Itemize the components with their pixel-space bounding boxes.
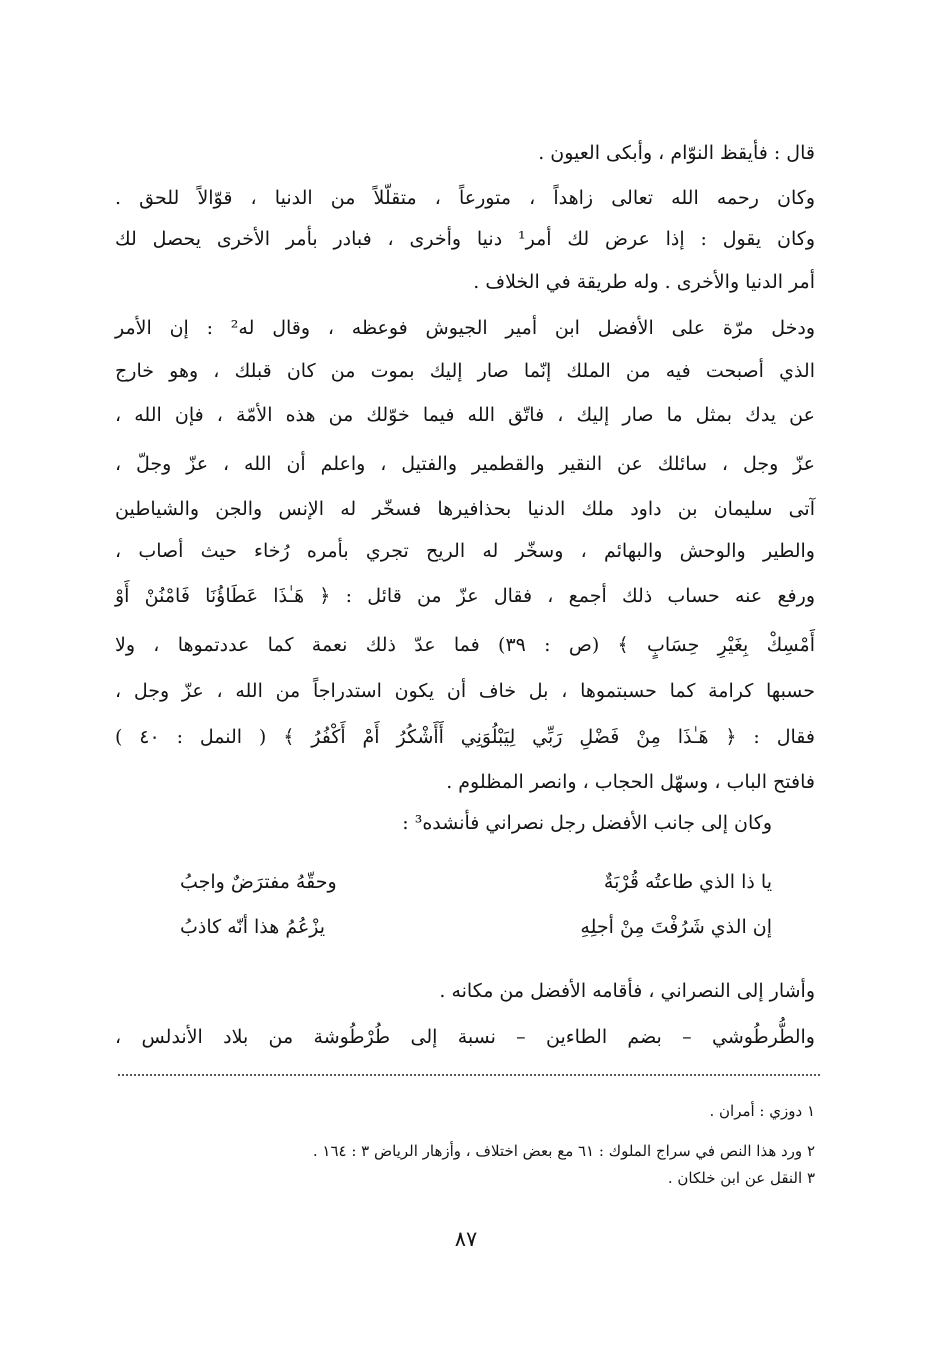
text-line: عن يدك بمثل ما صار إليك ، فاتّق الله فيما خوّلك من هذه الأمّة ، فإن الله ، — [115, 404, 815, 426]
text-line: أمر الدنيا والأخرى . وله طريقة في الخلاف . — [473, 271, 815, 293]
text-line: عزّ وجل ، سائلك عن النقير والقطمير والفتيل ، واعلم أن الله ، عزّ وجلّ ، — [115, 453, 815, 475]
text-line: آتى سليمان بن داود ملك الدنيا بحذافيرها فسخّر له الإنس والجن والشياطين — [115, 498, 815, 520]
text-line: وكان رحمه الله تعالى زاهداً ، متورعاً ، متقلّلاً من الدنيا ، قوّالاً للحق . — [115, 187, 815, 209]
text-line: ورفع عنه حساب ذلك أجمع ، فقال عزّ من قائل : ﴿ هَـٰذَا عَطَاؤُنَا فَامْنُنْ أَوْ — [115, 585, 815, 607]
poem-verse-2-first-hemistich: إن الذي شَرُفْتَ مِنْ أجلِهِ — [580, 916, 772, 938]
text-line: فافتح الباب ، وسهّل الحجاب ، وانصر المظلوم . — [446, 771, 815, 793]
text-line: والطير والوحش والبهائم ، وسخّر له الريح تجري بأمره رُخاء حيث أصاب ، — [115, 540, 815, 562]
page-number: ٨٧ — [454, 1227, 478, 1251]
text-line: حسبها كرامة كما حسبتموها ، بل خاف أن يكون استدراجاً من الله ، عزّ وجل ، — [115, 680, 815, 702]
footnote-divider — [118, 1074, 820, 1076]
text-line: فقال : ﴿ هَـٰذَا مِنْ فَضْلِ رَبِّي لِيَبْلُوَنِي أَأَشْكُرُ أَمْ أَكْفُرُ ﴾ ( النمل : ٤٠ ) — [115, 726, 815, 748]
text-line: وكان إلى جانب الأفضل رجل نصراني فأنشده³ : — [402, 812, 772, 834]
poem-verse-2-second-hemistich: يزْعُمُ هذا أنّه كاذبُ — [180, 916, 326, 938]
footnote: ٣ النقل عن ابن خلكان . — [667, 1169, 815, 1187]
text-line: والطُّرطُوشي – بضم الطاءين – نسبة إلى طُرْطُوشة من بلاد الأندلس ، — [115, 1026, 815, 1048]
footnote: ١ دوزي : أمران . — [709, 1102, 815, 1120]
text-line: وكان يقول : إذا عرض لك أمر¹ دنيا وأخرى ، فبادر بأمر الأخرى يحصل لك — [115, 228, 815, 250]
text-line: قال : فأيقظ النوّام ، وأبكى العيون . — [538, 142, 815, 164]
poem-verse-1-first-hemistich: يا ذا الذي طاعتُه قُرْبَةٌ — [603, 871, 772, 893]
text-line: أَمْسِكْ بِغَيْرِ حِسَابٍ ﴾ (ص : ٣٩) فما عدّ ذلك نعمة كما عددتموها ، ولا — [115, 634, 815, 656]
text-line: وأشار إلى النصراني ، فأقامه الأفضل من مكانه . — [439, 980, 815, 1002]
text-line: الذي أصبحت فيه من الملك إنّما صار إليك بموت من كان قبلك ، وهو خارج — [115, 360, 815, 382]
poem-verse-1-second-hemistich: وحقّهُ مفترَضٌ واجبُ — [180, 871, 337, 893]
text-line: ودخل مرّة على الأفضل ابن أمير الجيوش فوعظه ، وقال له² : إن الأمر — [115, 317, 815, 339]
footnote: ٢ ورد هذا النص في سراج الملوك : ٦١ مع بعض اختلاف ، وأزهار الرياض ٣ : ١٦٤ . — [312, 1142, 815, 1160]
